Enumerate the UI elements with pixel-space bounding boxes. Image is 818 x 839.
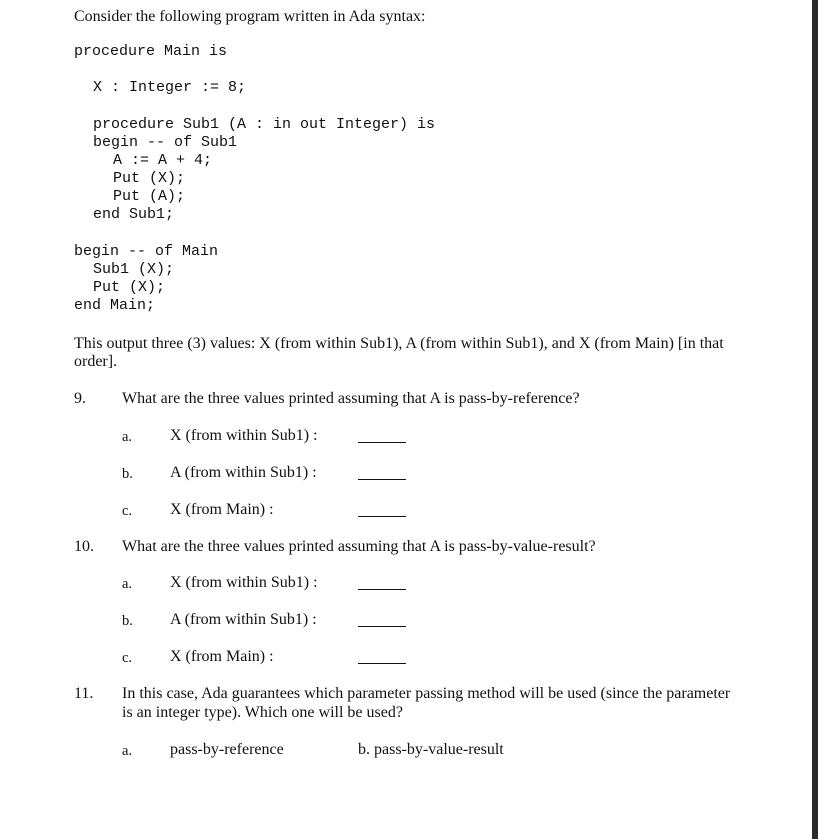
page-edge: [812, 0, 818, 839]
q9-a-label: X (from within Sub1) :: [170, 427, 318, 444]
code-line: Put (X);: [93, 279, 166, 296]
q9-c-label: X (from Main) :: [170, 501, 274, 518]
code-line: procedure Sub1 (A : in out Integer) is: [93, 116, 436, 133]
q10-c-answer-blank[interactable]: [358, 663, 406, 664]
q10-a-answer-blank[interactable]: [358, 589, 406, 590]
code-line: X : Integer := 8;: [93, 79, 247, 96]
q10-number: 10.: [74, 538, 94, 555]
q9-c-answer-blank[interactable]: [358, 516, 406, 517]
q10-a-letter: a.: [122, 576, 133, 592]
q11-option-a[interactable]: pass-by-reference: [170, 741, 284, 758]
code-line: A := A + 4;: [113, 152, 213, 169]
q11-text-cont: is an integer type). Which one will be used?: [122, 704, 403, 721]
q11-option-b[interactable]: b. pass-by-value-result: [358, 741, 504, 758]
code-line: begin -- of Sub1: [93, 134, 238, 151]
q9-b-label: A (from within Sub1) :: [170, 464, 317, 481]
code-line: Put (X);: [113, 170, 186, 187]
output-note-cont: order].: [74, 353, 118, 370]
q10-c-label: X (from Main) :: [170, 648, 274, 665]
q9-a-answer-blank[interactable]: [358, 442, 406, 443]
output-note: This output three (3) values: X (from within Sub1), A (from within Sub1), and X (from Main) [in that: [74, 335, 724, 352]
q10-b-answer-blank[interactable]: [358, 626, 406, 627]
code-line: Put (A);: [113, 188, 186, 205]
q11-number: 11.: [74, 685, 94, 702]
q9-c-letter: c.: [122, 503, 133, 519]
q9-number: 9.: [74, 390, 86, 407]
q9-a-letter: a.: [122, 429, 133, 445]
q9-b-answer-blank[interactable]: [358, 479, 406, 480]
q9-b-letter: b.: [122, 466, 133, 482]
code-line: end Sub1;: [93, 206, 175, 223]
q10-text: What are the three values printed assuming that A is pass-by-value-result?: [122, 538, 596, 555]
q10-a-label: X (from within Sub1) :: [170, 574, 318, 591]
q11-a-letter: a.: [122, 743, 133, 759]
q9-text: What are the three values printed assuming that A is pass-by-reference?: [122, 390, 580, 407]
q10-b-letter: b.: [122, 613, 133, 629]
q10-c-letter: c.: [122, 650, 133, 666]
q10-b-label: A (from within Sub1) :: [170, 611, 317, 628]
intro-text: Consider the following program written in Ada syntax:: [74, 8, 426, 25]
q11-text: In this case, Ada guarantees which parameter passing method will be used (since the parameter: [122, 685, 731, 702]
code-line: begin -- of Main: [74, 243, 219, 260]
code-line: procedure Main is: [74, 43, 228, 60]
code-line: Sub1 (X);: [93, 261, 175, 278]
code-line: end Main;: [74, 297, 156, 314]
